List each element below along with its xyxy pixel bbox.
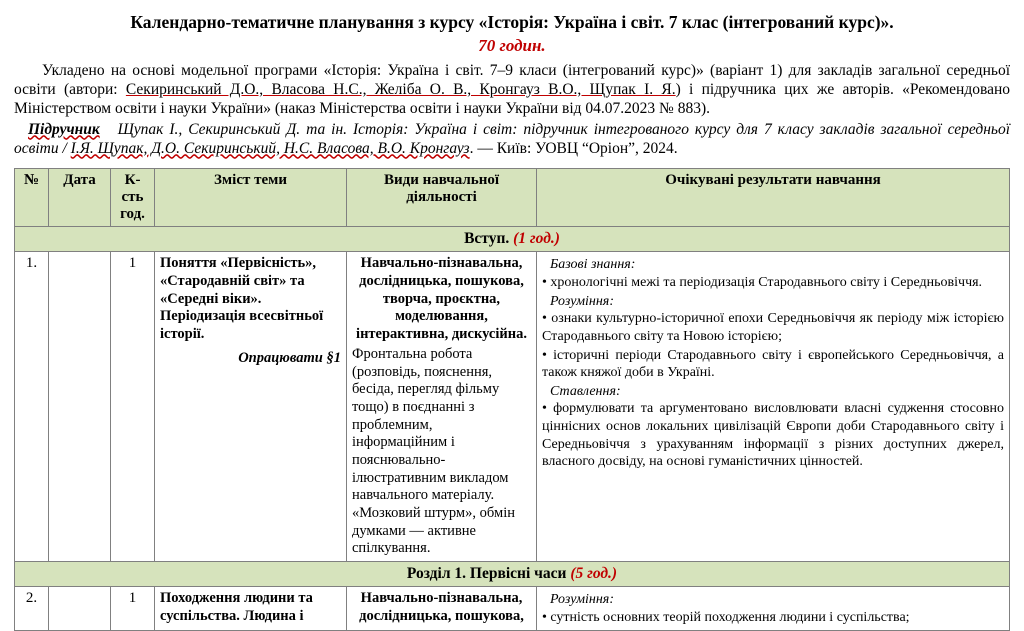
row-activities-rest: Фронтальна робота (розповідь, пояснення, бесіда, перегляд фільму тощо) в поєднанні з проблемним, інформаційним і пояснювально- ілюстративним викладом навчального матеріалу. «Мозковий штурм», обмін думками — активне спілкування. [352,345,516,557]
list-item: • історичні періоди Стародавнього світу і європейського Середньовіччя, а також княжої доби в Україні. [542,347,1004,382]
textbook-text-after: . — Київ: УОВЦ “Оріон”, 2024. [469,139,678,157]
row-date[interactable] [49,252,111,562]
row-activities-head: Навчально-пізнавальна, дослідницька, пошукова, творча, проєктна, моделювання, інтерактивна, дискусійна. [356,255,527,343]
table-header-row [15,169,1010,227]
intro-text-after: ) і підручника цих же авторів. «Рекомендовано Міністерством освіти і науки України» (наказ Міністерства освіти і науки України від 04.07.2023 № 883). [14,80,1011,117]
results-list-understanding [542,609,1004,627]
table-row [15,587,1010,631]
list-item: • сутність основних теорій походження людини і суспільства; [542,609,1004,627]
row-topic-assignment: Опрацювати §1 [238,349,341,366]
textbook-label: Підручник [28,120,100,138]
results-label-knowledge: Базові знання: [550,257,636,273]
column-header-date: Дата [49,169,111,227]
page-subtitle: 70 годин. [478,35,546,55]
row-hours: 1 [111,587,155,631]
section-title-cell [15,227,1010,252]
column-header-topic: Зміст теми [155,169,347,227]
planning-table [14,168,1010,631]
row-activities [347,252,537,562]
table-header [15,169,1010,227]
section-row-intro [15,227,1010,252]
intro-paragraph [14,62,1010,119]
intro-text-before: Укладено на основі модельної програми «Історія: Україна і світ. 7–9 класи (інтегрований курс)» (варіант 1) для закладів загальної середньої освіти (автори: [14,61,1010,98]
results-label-understanding: Розуміння: [550,592,614,608]
page-title: Календарно-тематичне планування з курсу «Історія: Україна і світ. 7 клас (інтегрований курс)». [130,12,894,32]
results-list-attitude [542,400,1004,471]
column-header-hours: К-сть год. [111,169,155,227]
intro-authors: Секиринський Д.О., Власова Н.С., Желіба О. В., Кронгауз В.О., Щупак І. Я. [125,80,676,98]
section-row-chapter-1 [15,562,1010,587]
results-label-understanding: Розуміння: [550,293,614,309]
textbook-authors: І.Я. Щупак, Д.О. Секиринський, Н.С. Власова, В.О. Кронгауз [70,139,470,157]
list-item: • формулювати та аргументовано висловлювати власні судження стосовно ціннісних основ локальних цивілізацій Європи доби Стародавнього світу і Середньовіччя з урахуванням інформації з різних доступних джерел, власного досвіду, на основі гуманістичних цінностей. [542,400,1004,471]
column-header-activities: Види навчальної діяльності [347,169,537,227]
row-results [537,252,1010,562]
section-hours: (1 год.) [513,230,560,248]
row-topic [155,587,347,631]
row-topic-text: Походження людини та суспільства. Людина і [160,590,313,624]
section-hours: (5 год.) [570,565,618,583]
results-label-attitude: Ставлення: [550,383,621,399]
row-activities-head: Навчально-пізнавальна, дослідницька, пошукова, [359,590,524,624]
table-body [15,227,1010,631]
row-number: 1. [15,252,49,562]
column-header-number: № [15,169,49,227]
row-topic-text: Поняття «Первісність», «Стародавній світ» та «Середні віки». Періодизація всесвітньої історії. [160,255,324,343]
list-item: • хронологічні межі та періодизація Стародавнього світу і Середньовіччя. [542,274,1004,292]
results-list-knowledge [542,274,1004,292]
row-results [537,587,1010,631]
row-activities [347,587,537,631]
row-hours: 1 [111,252,155,562]
section-title: Розділ 1. Первісні часи [406,565,567,583]
list-item: • ознаки культурно-історичної епохи Середньовіччя як періоду між історією Стародавнього світу та Новою історією; [542,310,1004,345]
results-list-understanding [542,310,1004,382]
section-title-cell [15,562,1010,587]
column-header-results: Очікувані результати навчання [537,169,1010,227]
row-topic [155,252,347,562]
table-row [15,252,1010,562]
row-number: 2. [15,587,49,631]
textbook-text-before: Щупак І., Секиринський Д. та ін. Історія: Україна і світ: підручник інтегрованого курсу для 7 класу закладів загальної середньої освіти / [14,120,1011,157]
row-date[interactable] [49,587,111,631]
section-title: Вступ. [464,230,510,248]
textbook-paragraph [14,121,1010,159]
